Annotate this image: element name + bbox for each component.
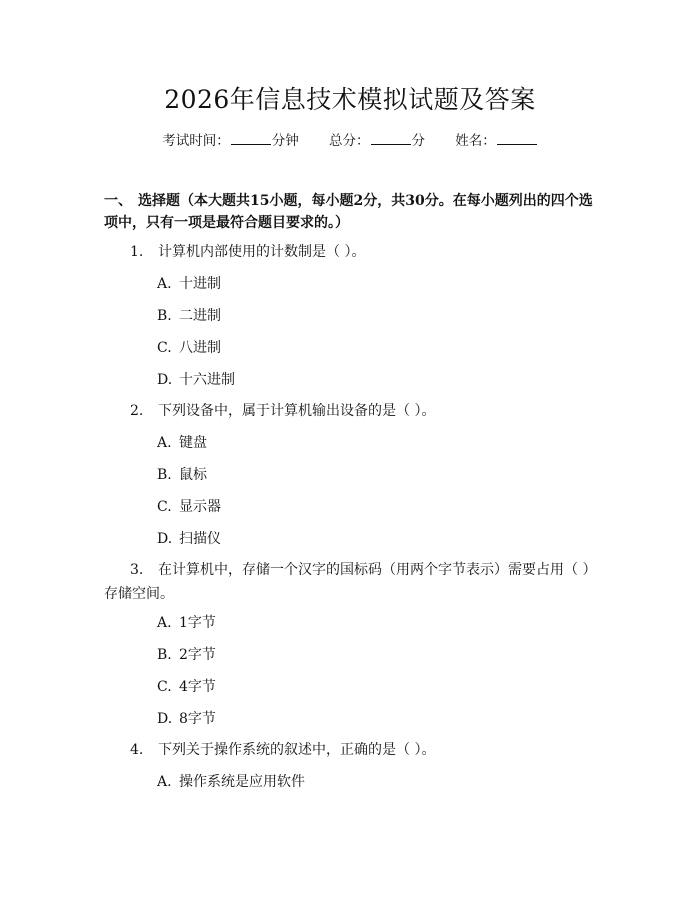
option-letter: C.: [157, 340, 172, 356]
option-letter: C.: [157, 679, 172, 695]
section-heading: [104, 190, 600, 234]
option-text: 4字节: [179, 679, 216, 695]
total-score-field: [329, 132, 425, 150]
option-2c: [157, 497, 221, 517]
exam-time-label: 考试时间：: [162, 133, 230, 149]
exam-meta: [0, 132, 700, 150]
option-1d: [157, 370, 235, 390]
name-field: [455, 132, 538, 150]
section-text: 选择题（本大题共15小题，每小题2分，共30分。在每小题列出的四个选项中，只有一项是最符合题目要求的。）: [104, 193, 593, 231]
option-letter: B.: [157, 647, 172, 663]
option-letter: A.: [157, 615, 172, 631]
question-number: 4.: [130, 742, 144, 758]
option-1c: [157, 338, 221, 358]
question-text: 在计算机中，存储一个汉字的国标码（用两个字节表示）需要占用（ ）存储空间。: [104, 562, 597, 602]
question-text: 计算机内部使用的计数制是（ ）。: [158, 244, 366, 260]
option-letter: B.: [157, 467, 172, 483]
total-score-unit: 分: [411, 133, 425, 149]
option-2d: [157, 529, 221, 549]
exam-time-unit: 分钟: [271, 133, 299, 149]
question-4: [104, 738, 600, 762]
option-text: 十进制: [179, 276, 221, 292]
option-letter: C.: [157, 499, 172, 515]
option-text: 十六进制: [179, 372, 235, 388]
question-2: [104, 399, 600, 423]
name-blank: [497, 132, 537, 145]
option-letter: A.: [157, 435, 172, 451]
option-text: 8字节: [179, 711, 216, 727]
page-title: 2026年信息技术模拟试题及答案: [164, 85, 536, 114]
option-text: 显示器: [179, 499, 221, 515]
total-score-blank: [371, 132, 411, 145]
question-number: 2.: [130, 403, 144, 419]
option-text: 二进制: [179, 308, 221, 324]
option-4a: [157, 772, 305, 792]
question-1: [104, 240, 600, 264]
option-letter: D.: [157, 711, 173, 727]
option-letter: A.: [157, 276, 172, 292]
question-number: 3.: [130, 562, 144, 578]
option-letter: B.: [157, 308, 172, 324]
name-label: 姓名：: [455, 133, 496, 149]
total-score-label: 总分：: [329, 133, 370, 149]
option-text: 扫描仪: [179, 531, 221, 547]
option-3d: [157, 709, 216, 729]
option-text: 1字节: [179, 615, 216, 631]
option-text: 鼠标: [179, 467, 207, 483]
option-2a: [157, 433, 207, 453]
option-text: 键盘: [179, 435, 207, 451]
option-1b: [157, 306, 221, 326]
option-text: 操作系统是应用软件: [179, 774, 305, 790]
exam-time-field: [162, 132, 299, 150]
option-2b: [157, 465, 207, 485]
question-text: 下列关于操作系统的叙述中，正确的是（ ）。: [158, 742, 436, 758]
option-letter: D.: [157, 372, 173, 388]
option-3c: [157, 677, 216, 697]
option-letter: A.: [157, 774, 172, 790]
option-text: 2字节: [179, 647, 216, 663]
question-3: [104, 558, 600, 606]
option-letter: D.: [157, 531, 173, 547]
option-3b: [157, 645, 216, 665]
section-number: 一、: [104, 193, 132, 209]
question-text: 下列设备中，属于计算机输出设备的是（ ）。: [158, 403, 436, 419]
question-number: 1.: [130, 244, 144, 260]
exam-time-blank: [231, 132, 271, 145]
option-1a: [157, 274, 221, 294]
option-text: 八进制: [179, 340, 221, 356]
option-3a: [157, 613, 216, 633]
